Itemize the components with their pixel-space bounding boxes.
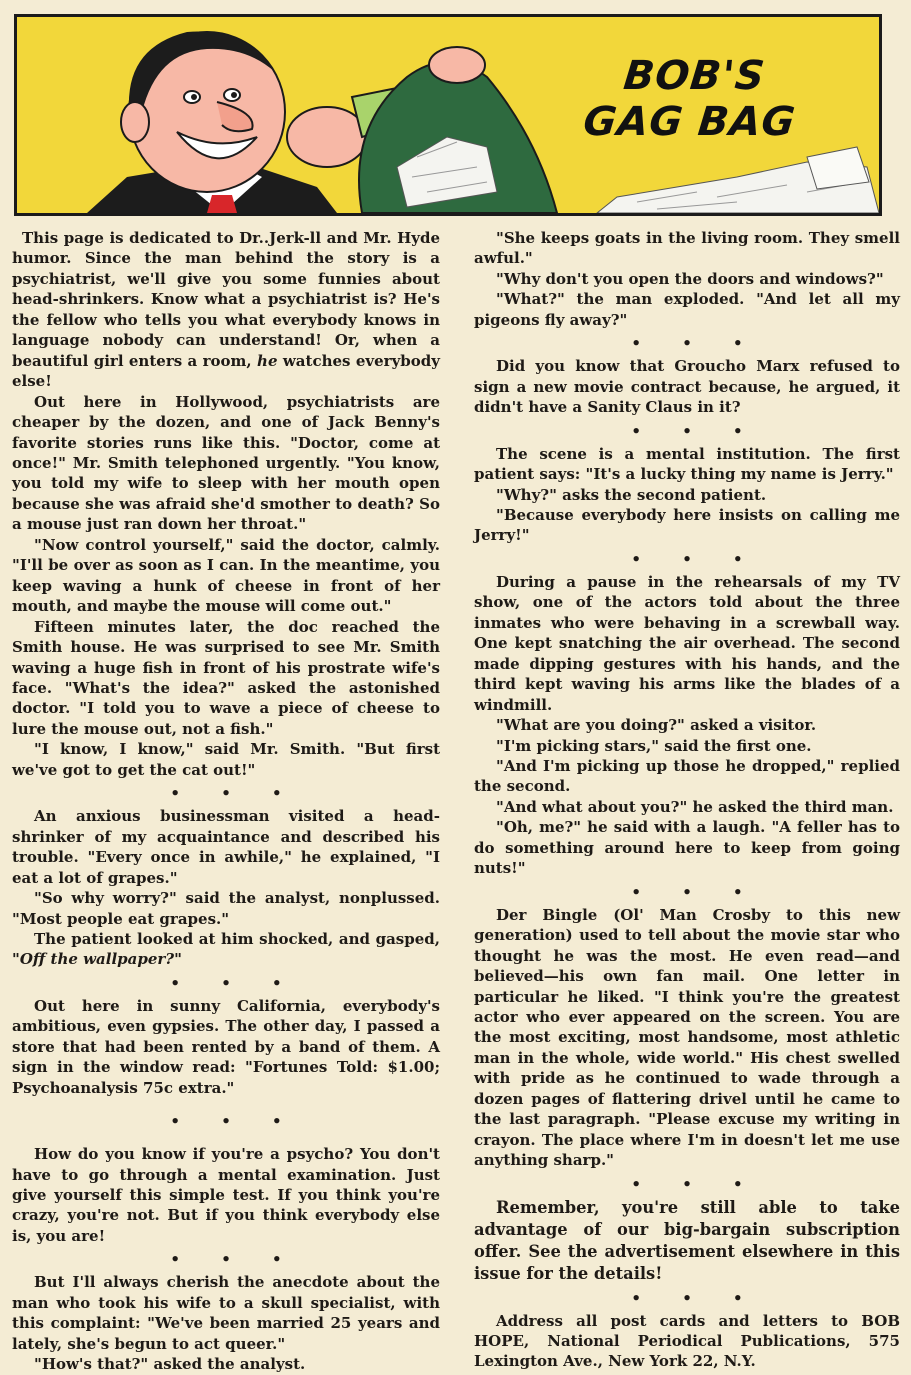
story-paragraph: "What are you doing?" asked a visitor. [496, 716, 817, 735]
separator: • • • [631, 421, 761, 440]
story-paragraph: "Why?" asks the second patient. [496, 485, 767, 504]
story-paragraph: "And what about you?" he asked the third man. [496, 797, 894, 816]
story-paragraph: "Now control yourself," said the doctor, calmly. "I'll be over as soon as I can. In the meantime, you keep waving a hunk of cheese in front of her mouth, and maybe the mouse will come out." [12, 535, 440, 616]
story-paragraph: How do you know if you're a psycho? You don't have to go through a mental examination. Just give yourself this simple test. If you think you're crazy, you're not. But if you think everybody else is, you are! [12, 1145, 440, 1245]
left-column [12, 228, 440, 1375]
story-paragraph: The scene is a mental institution. The first patient says: "It's a lucky thing my name is Jerry." [474, 444, 900, 484]
address-notice: Address all post cards and letters to BOB HOPE, National Periodical Publications, 575 Lexington Ave., New York 22, N.Y. [474, 1311, 900, 1371]
separator: • • • [631, 1174, 761, 1193]
banner-title [572, 53, 812, 145]
story-paragraph: During a pause in the rehearsals of my TV show, one of the actors told about the three inmates who were behaving in a screwball way. One kept snatching the air overhead. The second made dipping gestures with his hands, and the third kept waving his arms like the blades of a windmill. [474, 572, 900, 714]
story-paragraph: An anxious businessman visited a head-shrinker of my acquaintance and described his trouble. "Every once in awhile," he explained, "I eat a lot of grapes." [12, 807, 440, 887]
story-paragraph: "Oh, me?" he said with a laugh. "A feller has to do something around here to keep from going nuts!" [474, 818, 900, 878]
title-line-1: BOB'S [621, 53, 768, 99]
intro-paragraph: This page is dedicated to Dr..Jerk-ll and Mr. Hyde humor. Since the man behind the story is a psychiatrist, we'll give you some funnies about head-shrinkers. Know what a psychiatrist is? He's the fellow who tells you what everybody knows in language nobody can understand! Or, when a beautiful girl enters a room, he watches everybody else! [12, 229, 440, 391]
story-paragraph: "So why worry?" said the analyst, nonplussed. "Most people eat grapes." [12, 889, 440, 928]
separator: • • • [170, 1250, 300, 1269]
story-paragraph: Out here in Hollywood, psychiatrists are cheaper by the dozen, and one of Jack Benny's favorite stories runs like this. "Doctor, come at once!" Mr. Smith telephoned urgently. "You know, you told my wife to sleep with her mouth open because she was afraid she'd smother to death? So a mouse just ran down her throat." [12, 392, 440, 534]
separator: • • • [631, 1288, 761, 1307]
story-paragraph: Did you know that Groucho Marx refused to sign a new movie contract because, he argued, it didn't have a Sanity Claus in it? [474, 357, 900, 417]
separator: • • • [170, 784, 300, 803]
story-paragraph: "What?" the man exploded. "And let all my pigeons fly away?" [474, 290, 900, 329]
story-paragraph: "Because everybody here insists on calling me Jerry!" [474, 505, 900, 545]
subscription-notice: Remember, you're still able to take advantage of our big-bargain subscription offer. See the advertisement elsewhere in this issue for the details! [474, 1197, 900, 1283]
story-paragraph: "I'm picking stars," said the first one. [496, 736, 812, 755]
story-paragraph: But I'll always cherish the anecdote about the man who took his wife to a skull specialist, with this complaint: "We've been married 25 years and lately, she's begun to act queer." [12, 1273, 440, 1353]
story-paragraph: Out here in sunny California, everybody's ambitious, even gypsies. The other day, I passed a store that had been rented by a band of them. A sign in the window read: "Fortunes Told: $1.00; Psychoanalysis 75c extra." [12, 996, 440, 1097]
separator: • • • [631, 882, 761, 901]
story-paragraph: "Why don't you open the doors and windows?" [496, 269, 884, 288]
separator: • • • [631, 334, 761, 353]
header-banner [14, 14, 882, 216]
story-paragraph: "She keeps goats in the living room. They smell awful." [474, 229, 900, 268]
story-paragraph: The patient looked at him shocked, and gasped, "Off the wallpaper?" [12, 929, 440, 969]
separator: • • • [170, 1112, 300, 1131]
title-line-2: GAG BAG [581, 99, 798, 145]
separator: • • • [170, 973, 300, 992]
story-paragraph: "How's that?" asked the analyst. [34, 1355, 306, 1374]
separator: • • • [631, 549, 761, 568]
story-paragraph: "I know, I know," said Mr. Smith. "But first we've got to get the cat out!" [12, 740, 440, 779]
story-paragraph: Fifteen minutes later, the doc reached the Smith house. He was surprised to see Mr. Smith waving a huge fish in front of his prostrate wife's face. "What's the idea?" asked the astonished doctor. "I told you to wave a piece of cheese to lure the mouse out, not a fish." [12, 617, 440, 738]
right-column [474, 228, 900, 1372]
story-paragraph: Der Bingle (Ol' Man Crosby to this new generation) used to tell about the movie star who thought he was the most. He even read—and believed—his own fan mail. One letter in particular he liked. "I think you're the greatest actor who ever appeared on the screen. You are the most exciting, most handsome, most athletic man in the whole, wide world." His chest swelled with pride as he continued to wade through a dozen pages of flattering drivel until he came to the last paragraph. "Please excuse my writing in crayon. The place where I'm in doesn't let me use anything sharp." [474, 905, 900, 1170]
story-paragraph: "And I'm picking up those he dropped," replied the second. [474, 756, 900, 796]
